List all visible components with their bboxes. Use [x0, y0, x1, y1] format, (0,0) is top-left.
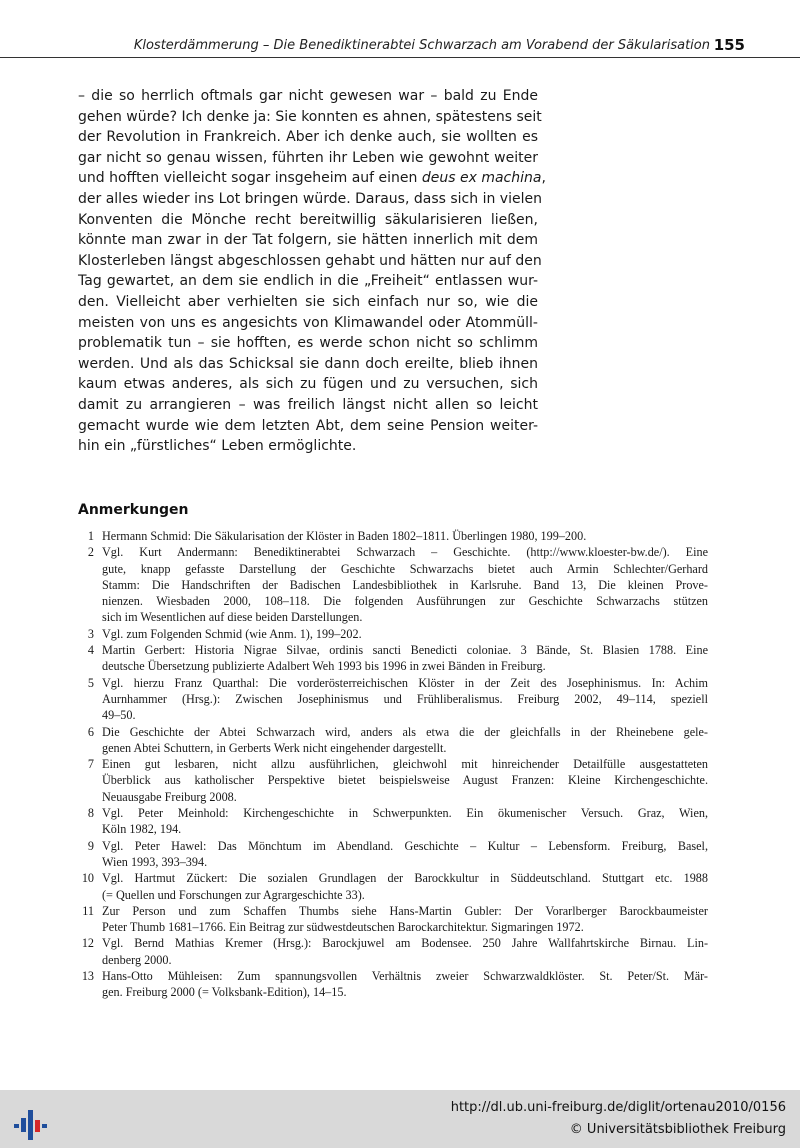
page-number: 155 — [713, 36, 745, 54]
footnote-line: Überblick aus katholischer Perspektive bietet beispielsweise August Franzen: Kleine Kirchengeschichte. — [102, 773, 708, 788]
footnote-line: Vgl. Bernd Mathias Kremer (Hrsg.): Barockjuwel am Bodensee. 250 Jahre Wallfahrtskirche Birnau. Lin- — [102, 936, 708, 951]
footnote-number: 13 — [81, 969, 94, 984]
body-line: Klosterleben längst abgeschlossen gehabt und hätten nur auf den — [78, 252, 542, 269]
footnote-line: Martin Gerbert: Historia Nigrae Silvae, ordinis sancti Benedicti coloniae. 3 Bände, St. Blasien 1788. Eine — [102, 643, 708, 658]
footnote-item — [78, 903, 708, 936]
footnote-item — [78, 870, 708, 903]
body-line: hin ein „fürstliches“ Leben ermöglichte. — [78, 438, 357, 455]
body-line: Konventen die Mönche recht bereitwillig säkularisieren ließen, — [78, 211, 538, 228]
footnote-number: 3 — [87, 626, 94, 641]
footnote-item — [78, 528, 708, 544]
footnote-line: Peter Thumb 1681–1766. Ein Beitrag zur südwestdeutschen Barockarchitektur. Sigmaringen 1972. — [102, 920, 584, 935]
footnote-line: Köln 1982, 194. — [102, 822, 182, 837]
footnote-line: Vgl. Hartmut Zückert: Die sozialen Grundlagen der Barockkultur in Süddeutschland. Stuttgart etc. 1988 — [102, 871, 708, 886]
body-line: könnte man zwar in der Tat folgern, sie hätten innerlich mit dem — [78, 232, 538, 249]
footnote-line: sich im Wesentlichen auf diese beiden Darstellungen. — [102, 610, 363, 625]
notes-heading: Anmerkungen — [78, 502, 189, 518]
footnote-number: 1 — [87, 529, 94, 543]
footnote-number: 12 — [81, 936, 94, 951]
footnote-item — [78, 838, 708, 871]
body-line: der Revolution in Frankreich. Aber ich denke auch, sie wollten es — [78, 129, 538, 146]
footnote-number: 2 — [87, 545, 94, 560]
footnote-line: Neuausgabe Freiburg 2008. — [102, 789, 237, 804]
page-footer — [0, 1090, 800, 1148]
footnote-number: 6 — [87, 724, 94, 739]
footnote-item — [78, 626, 708, 642]
footnote-item — [78, 935, 708, 968]
body-line: gemacht wurde wie dem letzten Abt, dem seine Pension weiter- — [78, 417, 538, 434]
footnote-line: Wien 1993, 393–394. — [102, 854, 208, 869]
footnote-line: Hans-Otto Mühleisen: Zum spannungsvollen Verhältnis zweier Schwarzwaldklöster. St. Peter/St. Mär- — [102, 969, 708, 984]
footnote-line: Vgl. Peter Hawel: Das Mönchtum im Abendland. Geschichte – Kultur – Lebensform. Freiburg, Basel, — [102, 838, 708, 853]
body-line: problematik tun – sie hofften, es werde schon nicht so schlimm — [78, 335, 538, 352]
footnote-line: nienzen. Wiesbaden 2000, 108–118. Die folgenden Ausführungen zur Geschichte Schwarzachs stützen — [102, 594, 708, 609]
footnote-line: Vgl. zum Folgenden Schmid (wie Anm. 1), 199–202. — [102, 626, 362, 641]
footnote-number: 7 — [87, 757, 94, 772]
body-line: – die so herrlich oftmals gar nicht gewesen war – bald zu Ende — [78, 88, 538, 104]
footnote-line: gute, knapp gefasste Darstellung der Geschichte Schwarzachs bietet auch Armin Schlechter/Gerhard — [102, 561, 708, 576]
copyright-text: © Universitätsbibliothek Freiburg — [569, 1122, 786, 1137]
footnote-number: 5 — [87, 675, 94, 690]
footnote-line: Vgl. Peter Meinhold: Kirchengeschichte in Schwerpunkten. Ein ökumenischer Versuch. Graz, Wien, — [102, 806, 708, 821]
footnote-number: 4 — [87, 643, 94, 658]
footnote-line: (= Quellen und Forschungen zur Agrargeschichte 33). — [102, 887, 365, 902]
body-line: und hofften vielleicht sogar insgeheim auf einen deus ex machina, — [78, 170, 546, 187]
footnote-number: 8 — [87, 806, 94, 821]
footnote-line: Die Geschichte der Abtei Schwarzach wird, anders als etwa die der gleichfalls in der Rheinebene gele- — [102, 724, 708, 739]
body-line: damit zu arrangieren – was freilich längst nicht allen so leicht — [78, 396, 538, 413]
footnote-line: Einen gut lesbaren, nicht allzu ausführlichen, gleichwohl mit hinreichender Detailfülle ausgestatteten — [102, 757, 708, 772]
body-line: gehen würde? Ich denke ja: Sie konnten es ahnen, spätestens seit — [78, 108, 542, 125]
footnote-number: 11 — [82, 903, 94, 918]
footnote-line: Vgl. hierzu Franz Quarthal: Die vorderösterreichischen Klöster in der Zeit des Josephinismus. In: Achim — [102, 675, 708, 690]
footnote-line: genen Abtei Schuttern, in Gerberts Werk nicht eingehender dargestellt. — [102, 740, 447, 755]
body-line: Tag gewartet, an dem sie endlich in die „Freiheit“ entlassen wur- — [78, 273, 538, 290]
footnote-line: gen. Freiburg 2000 (= Volksbank-Edition), 14–15. — [102, 985, 347, 1000]
footnote-line: denberg 2000. — [102, 952, 172, 967]
ub-freiburg-logo-icon — [8, 1104, 52, 1144]
page-header — [0, 0, 800, 62]
footnote-line: Zur Person und zum Schaffen Thumbs siehe Hans-Martin Gubler: Der Vorarlberger Barockbaumeister — [102, 903, 708, 918]
notes-list — [78, 528, 708, 1001]
footnote-item — [78, 805, 708, 838]
main-paragraph — [78, 86, 546, 457]
footnote-number: 10 — [81, 871, 94, 886]
body-line: der alles wieder ins Lot bringen würde. Daraus, dass sich in vielen — [78, 190, 542, 207]
footnote-line: Hermann Schmid: Die Säkularisation der Klöster in Baden 1802–1811. Überlingen 1980, 199–200. — [102, 529, 587, 543]
footnote-item — [78, 724, 708, 757]
body-line: kaum etwas anderes, als sich zu fügen und zu versuchen, sich — [78, 376, 538, 393]
footnote-item — [78, 675, 708, 724]
footnote-item — [78, 968, 708, 1001]
footnote-line: 49–50. — [102, 708, 136, 723]
footnote-item — [78, 544, 708, 625]
body-line: den. Vielleicht aber verhielten sie sich einfach nur so, wie die — [78, 293, 538, 310]
footnote-line: Vgl. Kurt Andermann: Benediktinerabtei Schwarzach – Geschichte. (http://www.kloester-bw.de/). Eine — [102, 545, 708, 560]
header-rule — [0, 57, 800, 58]
footnote-item — [78, 756, 708, 805]
body-line: werden. Und als das Schicksal sie dann doch ereilte, blieb ihnen — [78, 355, 538, 372]
footnote-line: deutsche Übersetzung publizierte Adalbert Weh 1993 bis 1996 in zwei Bänden in Freiburg. — [102, 659, 546, 674]
footnote-line: Stamm: Die Handschriften der Badischen Landesbibliothek in Karlsruhe. Band 13, Die kleinen Prove- — [102, 577, 708, 592]
footnote-item — [78, 642, 708, 675]
emphasis-phrase: deus ex machina — [421, 170, 542, 187]
footnote-number: 9 — [87, 838, 94, 853]
body-line: meisten von uns es angesichts von Klimawandel oder Atommüll- — [78, 314, 538, 331]
running-title: Klosterdämmerung – Die Benediktinerabtei Schwarzach am Vorabend der Säkularisation — [133, 38, 710, 53]
footnote-line: Aurnhammer (Hrsg.): Zwischen Josephinismus und Frühliberalismus. Freiburg 2002, 49–114, speziell — [102, 691, 708, 706]
body-line: gar nicht so genau wissen, führten ihr Leben wie gewohnt weiter — [78, 149, 538, 166]
source-url-link[interactable]: http://dl.ub.uni-freiburg.de/diglit/ortenau2010/0156 — [450, 1100, 786, 1115]
